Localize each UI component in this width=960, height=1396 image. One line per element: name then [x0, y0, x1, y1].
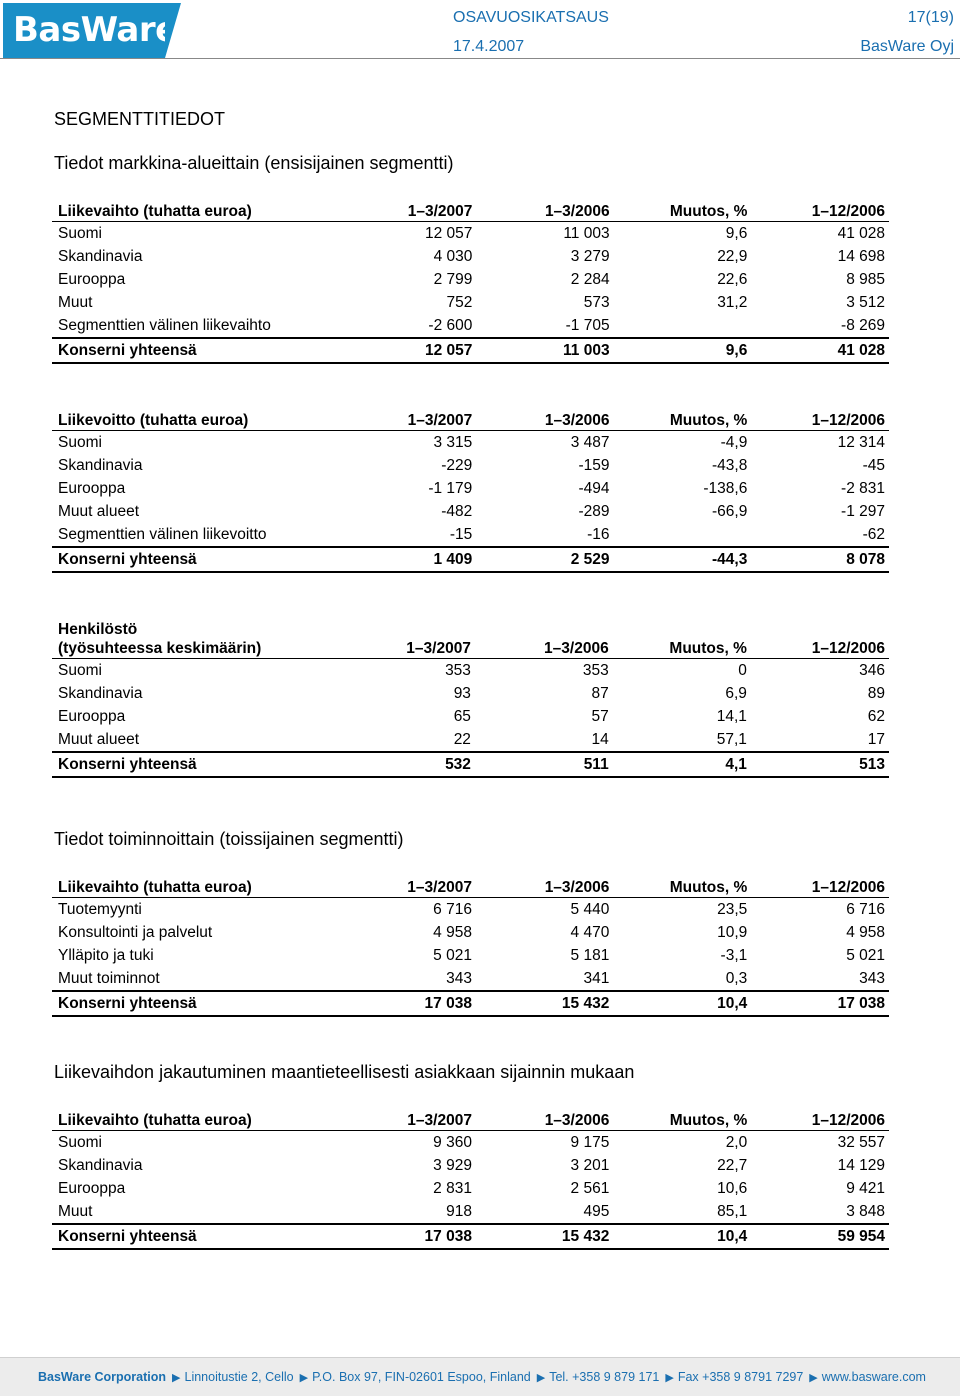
cell-q1-2007: 343	[446, 970, 472, 987]
row-label: Tuotemyynti	[58, 901, 142, 918]
cell-q1-2007: 3 929	[433, 1157, 472, 1174]
column-header-change-pct: Muutos, %	[613, 1107, 751, 1131]
table-revenue-by-market	[52, 198, 889, 364]
total-label: Konserni yhteensä	[52, 752, 337, 777]
column-header-label: Liikevaihto (tuhatta euroa)	[52, 874, 339, 898]
header-title: OSAVUOSIKATSAUS	[453, 9, 609, 26]
cell-q1-2007: 918	[446, 1203, 472, 1220]
cell-fy-2006: 41 028	[837, 225, 885, 242]
cell-q1-2006: 573	[583, 294, 610, 311]
section-title-geographic-revenue: Liikevaihdon jakautuminen maantieteellisesti asiakkaan sijainnin mukaan	[54, 1062, 635, 1082]
cell-q1-2006: -494	[578, 480, 610, 497]
cell-q1-2007: 65	[453, 708, 471, 725]
cell-q1-2006: 3 201	[570, 1157, 610, 1174]
total-change-pct: 9,6	[614, 338, 752, 363]
footer-address: Linnoitustie 2, Cello	[184, 1370, 294, 1384]
cell-change-pct	[614, 314, 752, 338]
column-header-q1-2006: 1–3/2006	[476, 198, 613, 222]
cell-q1-2007: 4 030	[433, 248, 473, 265]
cell-change-pct	[614, 523, 752, 547]
cell-change-pct: 0	[738, 662, 747, 679]
cell-fy-2006: 6 716	[846, 901, 885, 918]
triangle-right-icon: ▶	[536, 1372, 546, 1384]
footer	[0, 1357, 960, 1396]
cell-fy-2006: 89	[867, 685, 885, 702]
table-total-row	[52, 338, 889, 363]
cell-q1-2006: -16	[587, 526, 610, 543]
cell-fy-2006: 346	[859, 662, 885, 679]
basware-logo: BasWare	[3, 3, 165, 58]
row-label: Eurooppa	[58, 708, 126, 725]
column-header-change-pct: Muutos, %	[613, 874, 751, 898]
row-label: Eurooppa	[58, 480, 126, 497]
column-header-q1-2006: 1–3/2006	[476, 1107, 613, 1131]
cell-q1-2007: 353	[445, 662, 471, 679]
table-row	[52, 682, 889, 705]
cell-fy-2006: 32 557	[837, 1134, 885, 1151]
row-label: Suomi	[58, 1134, 102, 1151]
header-divider	[0, 58, 960, 59]
cell-q1-2006: 2 284	[570, 271, 610, 288]
row-label: Eurooppa	[58, 271, 126, 288]
triangle-right-icon: ▶	[299, 1372, 309, 1384]
triangle-right-icon: ▶	[172, 1372, 181, 1384]
table-revenue-by-customer-location	[52, 1107, 889, 1250]
row-label: Muut toiminnot	[58, 970, 160, 987]
table-row	[52, 944, 889, 967]
cell-q1-2007: 9 360	[433, 1134, 472, 1151]
cell-q1-2006: 9 175	[570, 1134, 610, 1151]
cell-fy-2006: -8 269	[841, 317, 885, 334]
cell-q1-2007: -2 600	[428, 317, 473, 334]
cell-q1-2006: 87	[591, 685, 609, 702]
total-q1-2006: 511	[475, 752, 613, 777]
total-fy-2006: 41 028	[751, 338, 889, 363]
table-total-row	[52, 991, 889, 1016]
row-label: Muut	[58, 1203, 93, 1220]
table-row	[52, 222, 889, 246]
column-header-q1-2007: 1–3/2007	[339, 874, 476, 898]
triangle-right-icon: ▶	[665, 1372, 674, 1384]
total-change-pct: 10,4	[613, 991, 751, 1016]
cell-q1-2007: -482	[441, 503, 473, 520]
cell-change-pct: -138,6	[703, 480, 748, 497]
column-header-fy-2006: 1–12/2006	[751, 620, 889, 659]
total-q1-2007: 532	[337, 752, 475, 777]
footer-tel: Tel. +358 9 879 171	[549, 1370, 660, 1384]
header-company: BasWare Oyj	[860, 38, 954, 55]
cell-fy-2006: 14 698	[837, 248, 885, 265]
row-label: Suomi	[58, 225, 102, 242]
row-label: Skandinavia	[58, 685, 143, 702]
cell-q1-2006: 4 470	[570, 924, 610, 941]
column-header-fy-2006: 1–12/2006	[751, 874, 889, 898]
cell-fy-2006: 17	[867, 731, 885, 748]
table-row	[52, 314, 889, 338]
row-label: Skandinavia	[58, 1157, 143, 1174]
row-label: Suomi	[58, 434, 102, 451]
row-label: Muut alueet	[58, 731, 139, 748]
cell-change-pct: 57,1	[716, 731, 747, 748]
cell-change-pct: 9,6	[725, 225, 748, 242]
column-header-q1-2007: 1–3/2007	[339, 198, 476, 222]
total-q1-2007: 17 038	[339, 991, 476, 1016]
cell-q1-2007: -1 179	[428, 480, 473, 497]
table-header-row	[52, 620, 889, 659]
total-change-pct: 10,4	[613, 1224, 751, 1249]
cell-q1-2006: 57	[591, 708, 609, 725]
cell-change-pct: 0,3	[725, 970, 748, 987]
table-row	[52, 1131, 889, 1155]
cell-q1-2006: 3 487	[570, 434, 610, 451]
row-label: Ylläpito ja tuki	[58, 947, 154, 964]
cell-change-pct: 31,2	[717, 294, 748, 311]
cell-change-pct: 6,9	[725, 685, 747, 702]
header-page-number: 17(19)	[907, 9, 954, 26]
footer-company: BasWare Corporation	[38, 1370, 167, 1384]
table-row	[52, 523, 889, 547]
cell-q1-2007: 5 021	[433, 947, 472, 964]
cell-fy-2006: -1 297	[841, 503, 885, 520]
row-label: Skandinavia	[58, 248, 143, 265]
column-header-label: Henkilöstö (työsuhteessa keskimäärin)	[52, 620, 337, 659]
cell-change-pct: 22,6	[717, 271, 748, 288]
cell-change-pct: 14,1	[716, 708, 747, 725]
cell-q1-2006: 14	[591, 731, 609, 748]
cell-q1-2006: 5 181	[570, 947, 610, 964]
cell-q1-2007: 6 716	[433, 901, 472, 918]
cell-q1-2007: 2 831	[433, 1180, 472, 1197]
row-label: Segmenttien välinen liikevaihto	[58, 317, 271, 334]
total-fy-2006: 17 038	[751, 991, 889, 1016]
cell-fy-2006: 3 512	[846, 294, 885, 311]
cell-change-pct: 10,6	[717, 1180, 748, 1197]
total-label: Konserni yhteensä	[52, 1224, 339, 1249]
document-title: SEGMENTTITIEDOT	[54, 109, 225, 129]
header-date: 17.4.2007	[453, 38, 525, 55]
table-row	[52, 268, 889, 291]
table-row	[52, 1154, 889, 1177]
footer-pobox: P.O. Box 97, FIN-02601 Espoo, Finland	[312, 1370, 531, 1384]
table-row	[52, 898, 889, 922]
column-header-q1-2006: 1–3/2006	[475, 620, 613, 659]
total-label: Konserni yhteensä	[52, 547, 339, 572]
table-row	[52, 967, 889, 991]
cell-change-pct: 2,0	[725, 1134, 748, 1151]
total-q1-2006: 11 003	[476, 338, 613, 363]
cell-change-pct: 10,9	[717, 924, 748, 941]
column-header-label: Liikevaihto (tuhatta euroa)	[52, 198, 339, 222]
cell-q1-2006: 353	[582, 662, 609, 679]
cell-q1-2006: -289	[578, 503, 610, 520]
cell-q1-2007: 2 799	[433, 271, 473, 288]
cell-fy-2006: 9 421	[846, 1180, 885, 1197]
cell-q1-2006: 2 561	[570, 1180, 610, 1197]
row-label: Eurooppa	[58, 1180, 126, 1197]
cell-q1-2007: -15	[449, 526, 473, 543]
table-row	[52, 1177, 889, 1200]
cell-fy-2006: 5 021	[846, 947, 885, 964]
cell-change-pct: 22,9	[717, 248, 748, 265]
total-label: Konserni yhteensä	[52, 991, 339, 1016]
cell-fy-2006: -45	[862, 457, 885, 474]
total-q1-2007: 1 409	[339, 547, 476, 572]
table-row	[52, 431, 889, 455]
table-row	[52, 245, 889, 268]
column-header-label: Liikevoitto (tuhatta euroa)	[52, 407, 339, 431]
total-fy-2006: 8 078	[751, 547, 889, 572]
total-change-pct: 4,1	[613, 752, 751, 777]
cell-change-pct: -3,1	[720, 947, 748, 964]
column-header-change-pct: Muutos, %	[614, 407, 752, 431]
cell-q1-2007: 22	[453, 731, 471, 748]
column-header-q1-2007: 1–3/2007	[337, 620, 475, 659]
row-label: Muut alueet	[58, 503, 139, 520]
table-personnel-by-market	[52, 620, 889, 778]
cell-change-pct: -66,9	[712, 503, 748, 520]
column-header-fy-2006: 1–12/2006	[751, 407, 889, 431]
total-change-pct: -44,3	[614, 547, 752, 572]
cell-fy-2006: -62	[862, 526, 885, 543]
total-fy-2006: 513	[751, 752, 889, 777]
table-row	[52, 477, 889, 500]
cell-fy-2006: 3 848	[846, 1203, 885, 1220]
row-label: Suomi	[58, 662, 102, 679]
cell-q1-2007: 93	[453, 685, 471, 702]
cell-fy-2006: 14 129	[837, 1157, 885, 1174]
cell-q1-2007: 752	[446, 294, 473, 311]
total-q1-2006: 15 432	[476, 1224, 613, 1249]
cell-change-pct: -4,9	[720, 434, 748, 451]
cell-q1-2006: 495	[583, 1203, 610, 1220]
column-header-label: Liikevaihto (tuhatta euroa)	[52, 1107, 339, 1131]
row-label: Konsultointi ja palvelut	[58, 924, 213, 941]
table-total-row	[52, 547, 889, 572]
table-row	[52, 659, 889, 683]
cell-q1-2006: 5 440	[570, 901, 610, 918]
cell-change-pct: -43,8	[712, 457, 748, 474]
section-title-market-areas: Tiedot markkina-alueittain (ensisijainen segmentti)	[54, 153, 454, 173]
total-q1-2006: 15 432	[476, 991, 613, 1016]
cell-q1-2006: -159	[578, 457, 610, 474]
cell-q1-2007: 3 315	[433, 434, 473, 451]
cell-change-pct: 23,5	[717, 901, 748, 918]
table-row	[52, 705, 889, 728]
table-total-row	[52, 1224, 889, 1249]
footer-fax: Fax +358 9 8791 7297	[677, 1370, 804, 1384]
cell-q1-2006: 3 279	[570, 248, 610, 265]
table-row	[52, 921, 889, 944]
column-header-fy-2006: 1–12/2006	[751, 198, 889, 222]
table-row	[52, 728, 889, 752]
table-row	[52, 291, 889, 314]
table-revenue-by-operation	[52, 874, 889, 1017]
total-q1-2007: 12 057	[339, 338, 476, 363]
total-fy-2006: 59 954	[751, 1224, 889, 1249]
cell-q1-2007: 4 958	[433, 924, 472, 941]
cell-q1-2006: 341	[583, 970, 610, 987]
column-header-q1-2006: 1–3/2006	[476, 874, 613, 898]
column-header-q1-2007: 1–3/2007	[339, 1107, 476, 1131]
total-q1-2007: 17 038	[339, 1224, 476, 1249]
table-row	[52, 454, 889, 477]
cell-change-pct: 22,7	[717, 1157, 748, 1174]
table-header-row	[52, 407, 889, 431]
cell-fy-2006: 4 958	[846, 924, 885, 941]
table-total-row	[52, 752, 889, 777]
table-row	[52, 1200, 889, 1224]
cell-fy-2006: -2 831	[841, 480, 885, 497]
row-label: Skandinavia	[58, 457, 143, 474]
cell-q1-2007: -229	[441, 457, 473, 474]
cell-fy-2006: 343	[859, 970, 885, 987]
section-title-operations: Tiedot toiminnoittain (toissijainen segmentti)	[54, 829, 404, 849]
table-header-row	[52, 198, 889, 222]
total-label: Konserni yhteensä	[52, 338, 339, 363]
footer-web-link[interactable]: www.basware.com	[821, 1370, 926, 1384]
cell-fy-2006: 8 985	[846, 271, 885, 288]
triangle-right-icon: ▶	[809, 1372, 818, 1384]
row-label: Muut	[58, 294, 93, 311]
cell-fy-2006: 62	[867, 708, 885, 725]
column-header-change-pct: Muutos, %	[614, 198, 752, 222]
cell-q1-2007: 12 057	[424, 225, 473, 242]
column-header-q1-2006: 1–3/2006	[476, 407, 613, 431]
cell-change-pct: 85,1	[717, 1203, 748, 1220]
column-header-fy-2006: 1–12/2006	[751, 1107, 889, 1131]
column-header-change-pct: Muutos, %	[613, 620, 751, 659]
footer-contact	[38, 1370, 926, 1384]
cell-q1-2006: -1 705	[565, 317, 610, 334]
table-header-row	[52, 1107, 889, 1131]
table-row	[52, 500, 889, 523]
table-header-row	[52, 874, 889, 898]
column-header-q1-2007: 1–3/2007	[339, 407, 476, 431]
row-label: Segmenttien välinen liikevoitto	[58, 526, 267, 543]
cell-fy-2006: 12 314	[837, 434, 885, 451]
total-q1-2006: 2 529	[476, 547, 613, 572]
table-operating-profit-by-market	[52, 407, 889, 573]
cell-q1-2006: 11 003	[563, 225, 610, 242]
